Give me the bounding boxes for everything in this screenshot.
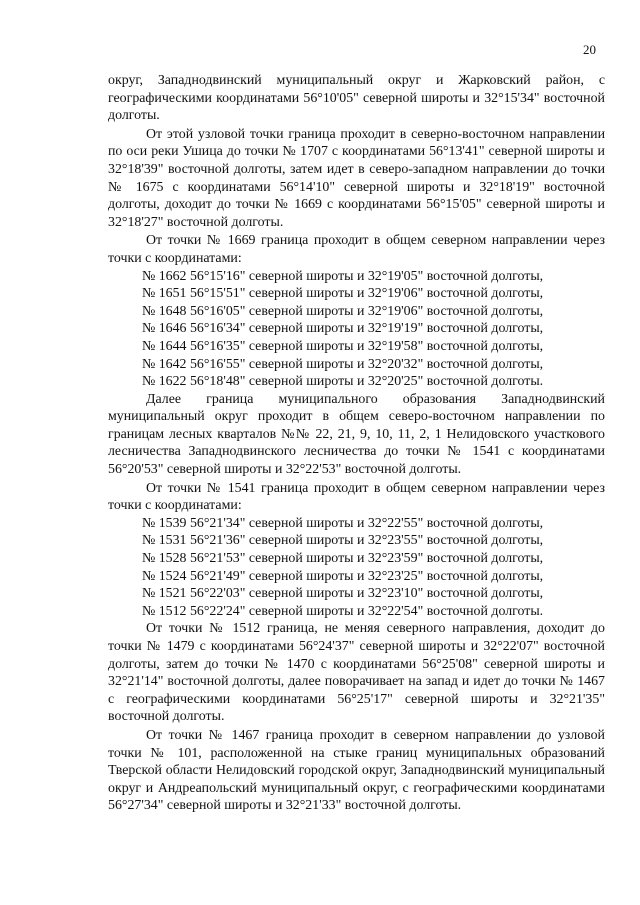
coordinate-list-2 [108,515,605,621]
coordinate-item: № 1524 56°21'49" северной широты и 32°23'25" восточной долготы, [142,568,544,584]
coordinate-item: № 1528 56°21'53" северной широты и 32°23'59" восточной долготы, [142,551,544,567]
coordinate-item: № 1622 56°18'48" северной широты и 32°20'25" восточной долготы. [142,374,544,390]
coordinate-item: № 1521 56°22'03" северной широты и 32°23'10" восточной долготы, [142,586,544,602]
coordinate-item: № 1648 56°16'05" северной широты и 32°19'06" восточной долготы, [142,303,544,319]
paragraph-from-point-1467: От точки № 1467 граница проходит в северном направлении до узловой точки № 101, расположенной на стыке границ муниципальных образований Тверской области Нелидовский городской округ, Западнодвинский муниципальный округ и Андреапольский муниципальный округ, с географическими координатами 56°27'34" северной широты и 32°21'33" восточной долготы. [108,727,605,814]
coordinate-item: № 1662 56°15'16" северной широты и 32°19'05" восточной долготы, [142,268,544,284]
paragraph-forest-quarters: Далее граница муниципального образования Западнодвинский муниципальный округ проходит в общем северо-восточном направлении по границам лесных кварталов №№ 22, 21, 9, 10, 11, 2, 1 Нелидовского участкового лесничества Западнодвинского лесничества до точки № 1541 с координатами 56°20'53" северной широты и 32°22'53" восточной долготы. [108,391,605,478]
paragraph-from-point-1512: От точки № 1512 граница, не меняя северного направления, доходит до точки № 1479 с координатами 56°24'37" северной широты и 32°22'07" восточной долготы, затем до точки № 1470 с координатами 56°25'08" северной широты и 32°21'14" восточной долготы, далее поворачивает на запад и идет до точки № 1467 с географическими координатами 56°25'17" северной широты и 32°21'35" восточной долготы. [108,621,605,725]
paragraph-from-point-1541: От точки № 1541 граница проходит в общем северном направлении через точки с координатами: [108,480,605,514]
coordinate-item: № 1651 56°15'51" северной широты и 32°19'06" восточной долготы, [142,286,544,302]
paragraph-node-boundary: От этой узловой точки граница проходит в северно-восточном направлении по оси реки Ушица до точки № 1707 с координатами 56°13'41" северной широты и 32°18'39" восточной долготы, затем идет в северо-западном направлении до точки № 1675 с координатами 56°14'10" северной широты и 32°18'19" восточной долготы, доходит до точки № 1669 с координатами 56°15'05" северной широты и 32°18'27" восточной долготы. [108,126,605,230]
coordinate-list-1 [108,268,605,391]
coordinate-item: № 1531 56°21'36" северной широты и 32°23'55" восточной долготы, [142,533,544,549]
coordinate-item: № 1539 56°21'34" северной широты и 32°22'55" восточной долготы, [142,515,544,531]
coordinate-item: № 1512 56°22'24" северной широты и 32°22'54" восточной долготы. [142,603,544,619]
coordinate-item: № 1644 56°16'35" северной широты и 32°19'58" восточной долготы, [142,338,544,354]
coordinate-item: № 1646 56°16'34" северной широты и 32°19'19" восточной долготы, [142,321,544,337]
paragraph-continuation: округ, Западнодвинский муниципальный округ и Жарковский район, с географическими координатами 56°10'05" северной широты и 32°15'34" восточной долготы. [108,73,605,124]
paragraph-from-point-1669: От точки № 1669 граница проходит в общем северном направлении через точки с координатами: [108,233,605,266]
page-number: 20 [583,42,596,57]
document-body [108,72,605,815]
coordinate-item: № 1642 56°16'55" северной широты и 32°20'32" восточной долготы, [142,356,544,372]
